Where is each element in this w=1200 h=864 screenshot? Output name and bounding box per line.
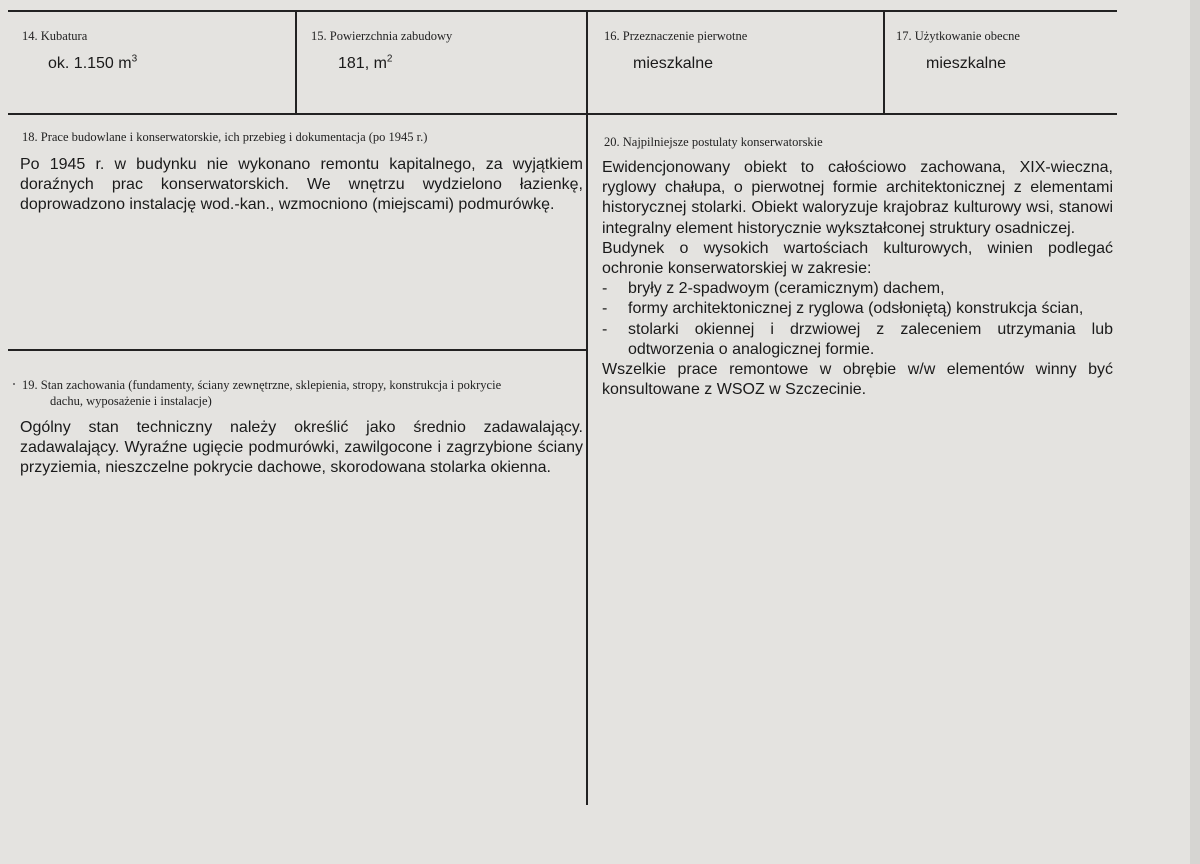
field-14-value (48, 54, 137, 74)
field-20-bullet-3: stolarki okiennej i drzwiowej z zaleceniem utrzymania lub odtworzenia o analogicznej formie. (628, 320, 1113, 358)
field-16-value: mieszkalne (633, 55, 714, 72)
field-19-label: 19. Stan zachowania (fundamenty, ściany zewnętrzne, sklepienia, stropy, konstrukcja i pokrycie (22, 378, 502, 392)
field-17-label: 17. Użytkowanie obecne (896, 29, 1020, 43)
field-20-bullet-1: bryły z 2-spadwoym (ceramicznym) dachem, (628, 280, 945, 298)
divider-14-15 (295, 10, 297, 114)
field-18-label: 18. Prace budowlane i konserwatorskie, ich przebieg i dokumentacja (po 1945 r.) (22, 130, 428, 144)
row1-bottom-rule (8, 113, 1117, 115)
field-20-outro: Wszelkie prace remontowe w obrębie w/w elementów winny być konsultowane z WSOZ w Szczecinie. (602, 361, 1113, 399)
divider-16-17 (883, 10, 885, 114)
field-20-bullet-2: formy architektonicznej z ryglowa (odsłoniętą) konstrukcja ścian, (628, 300, 1084, 318)
list-item (602, 320, 1113, 360)
scan-edge (1190, 0, 1200, 864)
field-15-label: 15. Powierzchnia zabudowy (311, 29, 453, 43)
field-20-body (602, 158, 1113, 400)
list-item (602, 299, 1113, 319)
field-20-label: 20. Najpilniejsze postulaty konserwatorskie (604, 135, 823, 149)
field-19-text: Ogólny stan techniczny należy określić jako średnio zadawalający. zadawalający. Wyraźne ugięcie podmurówki, zawilgocone i zagrzybione ściany przyziemia, nieszczelne pokrycie dachowe, skorodowana stolarka okienna. (20, 419, 583, 477)
top-rule (8, 10, 1117, 12)
scan-speck (13, 383, 15, 385)
bullet-dash: - (602, 320, 608, 338)
field-14-unit-exponent: 3 (131, 53, 138, 65)
field-16-label: 16. Przeznaczenie pierwotne (604, 29, 748, 43)
divider-15-16 (586, 10, 588, 805)
field-15-unit-exponent: 2 (386, 53, 393, 65)
field-20-intro: Ewidencjonowany obiekt to całościowo zachowana, XIX-wieczna, ryglowy chałupa, o pierwotnej formie architektonicznej z elementami historycznej stolarki. Obiekt waloryzuje krajobraz kulturowy wsi, stanowi integralny element historycznie wykształconej struktury osadniczej. (602, 159, 1113, 237)
field-17-value: mieszkalne (926, 55, 1007, 72)
field-14-value-text: ok. 1.150 m (48, 55, 132, 72)
field-19-label-line2: dachu, wyposażenie i instalacje) (50, 394, 212, 408)
field-15-value (338, 54, 392, 74)
field-18-text: Po 1945 r. w budynku nie wykonano remontu kapitalnego, za wyjątkiem doraźnych prac konserwatorskich. We wnętrzu wydzielono łazienkę, doprowadzono instalację wod.-kan., wzmocniono (miejscami) podmurówkę. (20, 156, 583, 214)
bullet-dash: - (602, 300, 608, 318)
field-14-label: 14. Kubatura (22, 29, 88, 43)
bullet-dash: - (602, 280, 608, 298)
field-20-intro2: Budynek o wysokich wartościach kulturowych, winien podlegać ochronie konserwatorskiej w zakresie: (602, 239, 1113, 278)
field-15-value-text: 181, m (338, 55, 387, 72)
list-item (602, 279, 1113, 299)
f18-bottom-rule (8, 349, 586, 351)
